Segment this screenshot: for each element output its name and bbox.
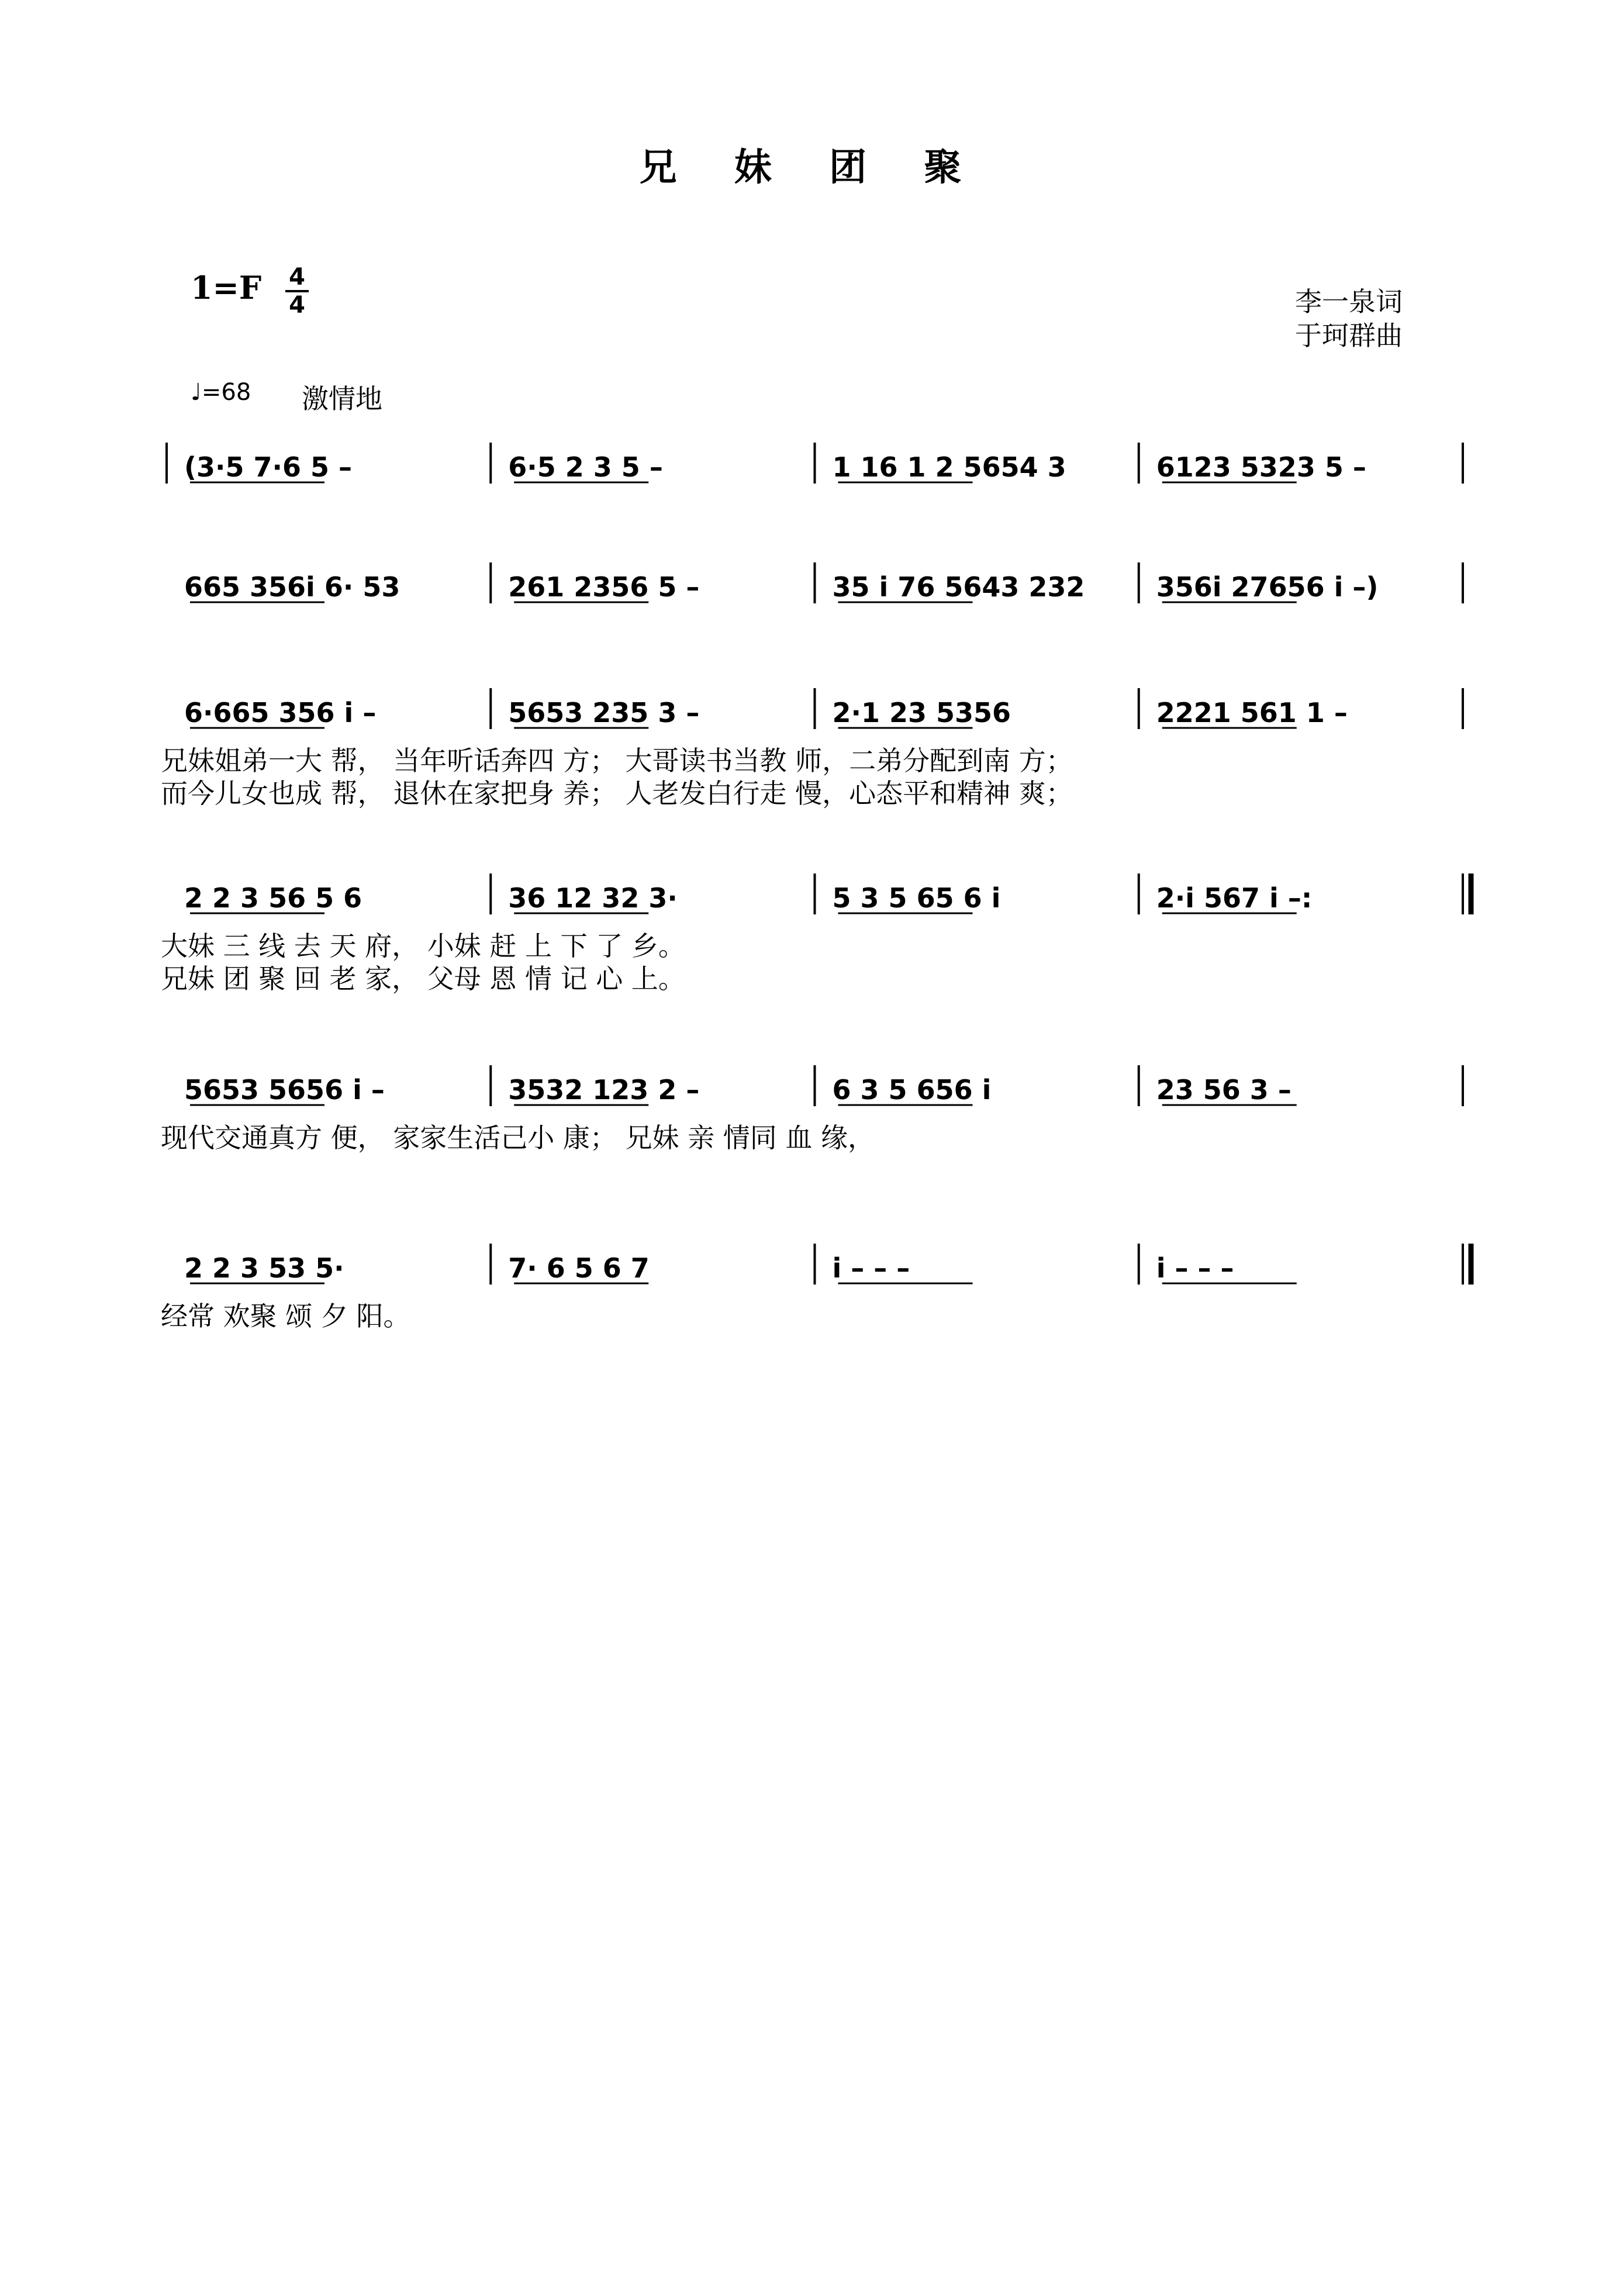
measure-notes: 6·5 2 3 5 – xyxy=(508,451,663,483)
measure-notes: 6·665 356 i – xyxy=(184,697,377,728)
time-signature-bottom: 4 xyxy=(289,292,305,319)
lyric-line: 现代交通真方 便， 家家生活己小 康； 兄妹 亲 情同 血 缘， xyxy=(161,1122,875,1154)
measure-notes: 2221 561 1 – xyxy=(1156,697,1348,728)
tempo-marking: ♩=68 xyxy=(191,379,251,406)
measure-notes: 356i 27656 i –) xyxy=(1156,571,1379,603)
measure-notes: 5653 235 3 – xyxy=(508,697,700,728)
time-signature-top: 4 xyxy=(289,264,305,291)
measure-notes: 36 12 32 3· xyxy=(508,882,678,914)
measure-notes: 7· 6 5 6 7 xyxy=(508,1252,650,1284)
measure-notes: 2·1 23 5356 xyxy=(832,697,1011,728)
lyric-line: 而今儿女也成 帮， 退休在家把身 养； 人老发白行走 慢，心态平和精神 爽； xyxy=(161,778,1073,809)
measure-notes: 2·i 567 i –: xyxy=(1156,882,1313,914)
measure-notes: 23 56 3 – xyxy=(1156,1074,1292,1106)
lyricist-credit: 李一泉词 xyxy=(1295,286,1403,317)
measure-notes: 5653 5656 i – xyxy=(184,1074,385,1106)
measure-notes: i – – – xyxy=(832,1252,910,1284)
composer-credit: 于珂群曲 xyxy=(1295,320,1403,351)
measure-notes: 665 356i 6· 53 xyxy=(184,571,400,603)
lyric-line: 兄妹 团 聚 回 老 家， 父母 恩 情 记 心 上。 xyxy=(161,963,685,995)
measure-notes: 2 2 3 56 5 6 xyxy=(184,882,362,914)
measure-notes: 1 16 1 2 5654 3 xyxy=(832,451,1066,483)
lyric-line: 大妹 三 线 去 天 府， 小妹 赶 上 下 了 乡。 xyxy=(161,930,685,962)
measure-notes: 6123 5323 5 – xyxy=(1156,451,1366,483)
measure-notes: i – – – xyxy=(1156,1252,1234,1284)
lyric-line: 兄妹姐弟一大 帮， 当年听话奔四 方； 大哥读书当教 师，二弟分配到南 方； xyxy=(161,745,1073,776)
measure-notes: 2 2 3 53 5· xyxy=(184,1252,344,1284)
lyric-line: 经常 欢聚 颂 夕 阳。 xyxy=(161,1300,410,1332)
measure-notes: 261 2356 5 – xyxy=(508,571,700,603)
song-title: 兄 妹 团 聚 xyxy=(639,146,984,189)
measure-notes: 5 3 5 65 6 i xyxy=(832,882,1001,914)
measure-notes: 35 i 76 5643 232 xyxy=(832,571,1085,603)
measure-notes: (3·5 7·6 5 – xyxy=(184,451,353,483)
measure-notes: 6 3 5 656 i xyxy=(832,1074,992,1106)
key-signature: 1=F xyxy=(191,269,262,306)
expression-marking: 激情地 xyxy=(302,383,382,415)
measure-notes: 3532 123 2 – xyxy=(508,1074,700,1106)
